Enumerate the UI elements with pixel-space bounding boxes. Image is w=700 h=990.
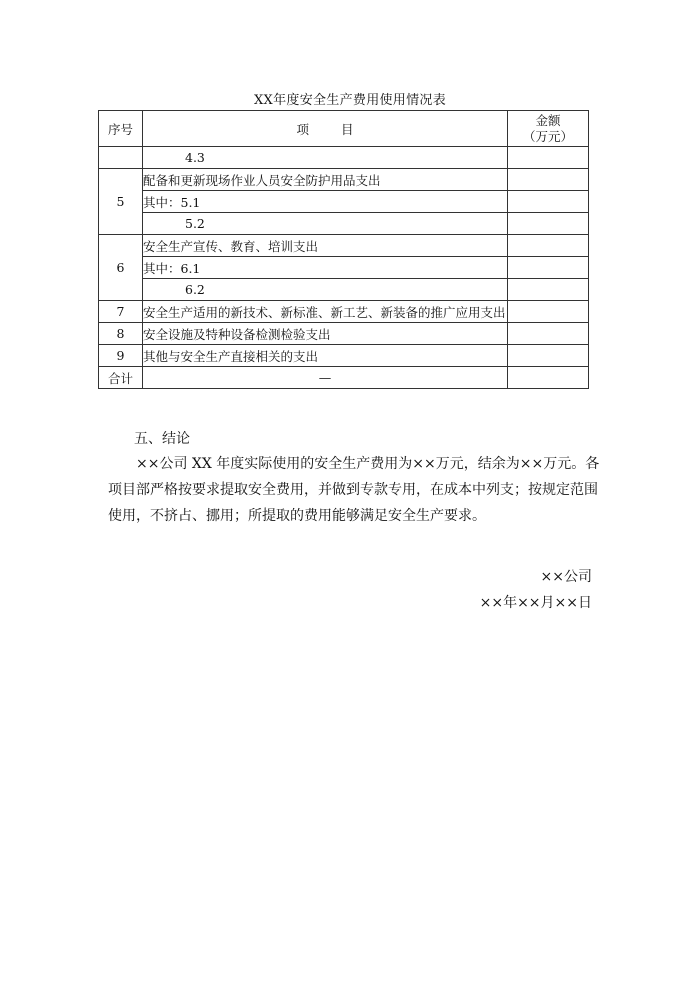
table-row: [99, 191, 589, 213]
table-row: [99, 257, 589, 279]
row-item: 4.3: [143, 147, 508, 169]
table-row: [99, 147, 589, 169]
total-value: —: [143, 367, 508, 389]
row-amount: [508, 257, 589, 279]
row-amount: [508, 213, 589, 235]
signature-company: ××公司: [540, 569, 592, 585]
row-item: 其中：5.1: [143, 191, 508, 213]
total-label: 合计: [99, 367, 143, 389]
row-item: 5.2: [143, 213, 508, 235]
expense-table: [98, 110, 589, 389]
row-item: 安全设施及特种设备检测检验支出: [143, 323, 508, 345]
row-amount: [508, 147, 589, 169]
row-amount: [508, 169, 589, 191]
row-item: 配备和更新现场作业人员安全防护用品支出: [143, 169, 508, 191]
row-amount: [508, 279, 589, 301]
header-amount: [508, 111, 589, 147]
section-title: 五、结论: [134, 431, 190, 447]
row-item: 6.2: [143, 279, 508, 301]
table-row: [99, 169, 589, 191]
row-amount: [508, 323, 589, 345]
table-row: [99, 323, 589, 345]
header-item-part-a: 项: [296, 121, 309, 137]
row-no: [99, 147, 143, 169]
row-no: 8: [99, 323, 143, 345]
header-item: [143, 111, 508, 147]
table-row: [99, 235, 589, 257]
row-no: 5: [99, 169, 143, 235]
row-item: 其中：6.1: [143, 257, 508, 279]
conclusion-line: 使用，不挤占、挪用；所提取的费用能够满足安全生产要求。: [108, 508, 486, 524]
conclusion-line: 项目部严格按要求提取安全费用，并做到专款专用，在成本中列支；按规定范围: [108, 482, 598, 498]
row-no: 7: [99, 301, 143, 323]
conclusion-line: ××公司 XX 年度实际使用的安全生产费用为××万元，结余为××万元。各: [136, 456, 600, 472]
row-amount: [508, 191, 589, 213]
table-row: [99, 213, 589, 235]
header-no: 序号: [99, 111, 143, 147]
header-item-part-b: 目: [341, 121, 354, 137]
header-amount-line1: 金额: [535, 112, 561, 128]
signature-date: ××年××月××日: [479, 595, 592, 611]
row-amount: [508, 345, 589, 367]
row-no: 6: [99, 235, 143, 301]
row-item: 其他与安全生产直接相关的支出: [143, 345, 508, 367]
table-title: XX年度安全生产费用使用情况表: [253, 93, 446, 108]
table-row: [99, 345, 589, 367]
total-row: [99, 367, 589, 389]
total-amount: [508, 367, 589, 389]
row-no: 9: [99, 345, 143, 367]
row-amount: [508, 235, 589, 257]
row-amount: [508, 301, 589, 323]
row-item: 安全生产宣传、教育、培训支出: [143, 235, 508, 257]
row-item: 安全生产适用的新技术、新标准、新工艺、新装备的推广应用支出: [143, 301, 508, 323]
table-header-row: [99, 111, 589, 147]
header-amount-line2: （万元）: [522, 128, 573, 144]
table-row: [99, 279, 589, 301]
table-row: [99, 301, 589, 323]
conclusion-paragraph: [108, 451, 600, 529]
